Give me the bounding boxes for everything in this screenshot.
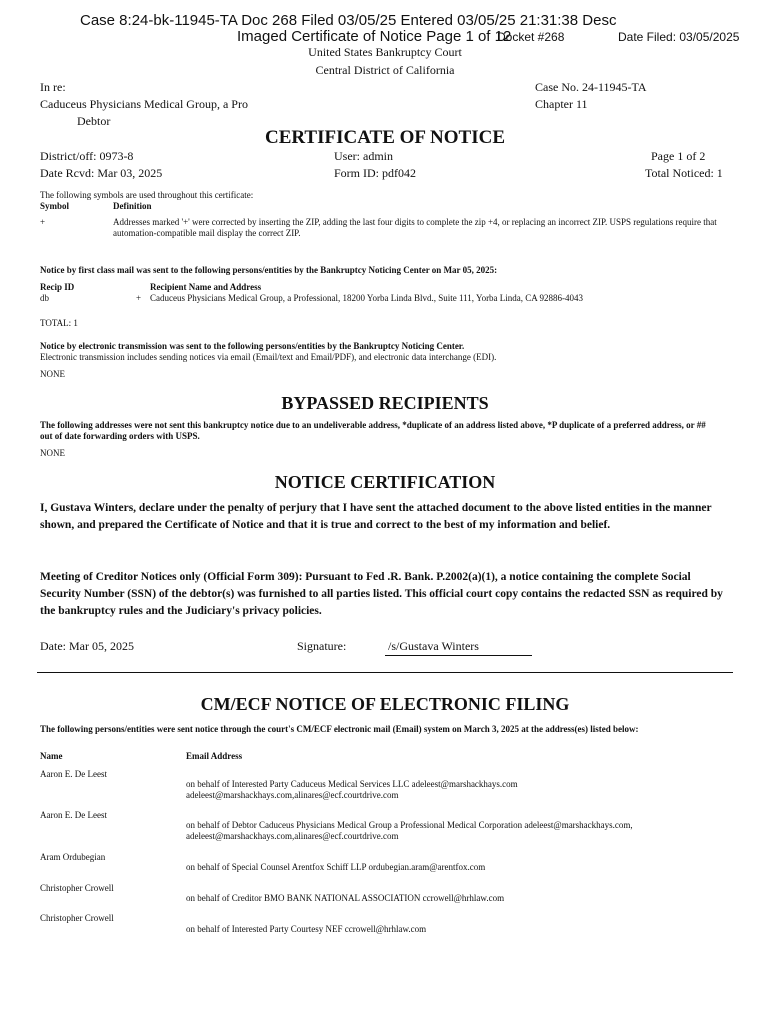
ecf-entry-name: Christopher Crowell [40,883,114,893]
ecf-entry-name: Aaron E. De Leest [40,810,107,820]
district-office: District/off: 0973-8 [40,149,134,163]
in-re-label: In re: [40,80,66,94]
symbols-intro: The following symbols are used throughout this certificate: [40,190,254,200]
definition-column-header: Definition [113,201,152,211]
chapter: Chapter 11 [535,97,588,111]
docket-number: Docket #268 [497,30,565,44]
meeting-creditor-notice: Meeting of Creditor Notices only (Official Form 309): Pursuant to Fed .R. Bank. P.2002(a)(1), a notice containing the complete Social Security Number (SSN) of the debtor(s) was furnished to all parties listed. This official court copy contains the redacted SSN as required by the bankruptcy rules and the Judiciary's privacy policies. [40,571,723,617]
user-field: User: admin [334,149,393,163]
certificate-title: CERTIFICATE OF NOTICE [264,127,506,148]
section-divider [37,672,733,673]
ecf-entry-email: on behalf of Creditor BMO BANK NATIONAL ASSOCIATION ccrowell@hrhlaw.com [186,893,505,903]
date-received: Date Rcvd: Mar 03, 2025 [40,166,163,180]
symbol-plus: + [40,217,46,227]
ecf-entry-email: on behalf of Special Counsel Arentfox Schiff LLP ordubegian.aram@arentfox.com [186,862,486,872]
filing-stamp-line2: Imaged Certificate of Notice Page 1 of 12 [237,28,512,45]
ecf-entry-email: on behalf of Interested Party Courtesy NEF ccrowell@hrhlaw.com [186,924,427,934]
court-name: United States Bankruptcy Court [308,45,462,59]
debtor-label: Debtor [77,114,111,128]
court-district: Central District of California [315,63,455,77]
bypassed-text: The following addresses were not sent this bankruptcy notice due to an undeliverable address, *duplicate of an address listed above, *P duplicate of a preferred address, or ## out of date forwarding orders with USPS. [40,420,706,441]
ecf-entry-email-cont: adeleest@marshackhays.com,alinares@ecf.courtdrive.com [186,790,399,800]
certification-declaration: I, Gustava Winters, declare under the penalty of perjury that I have sent the attached document to the above listed entities in the manner shown, and prepared the Certificate of Notice and that it is true and correct to the best of my information and belief. [40,502,712,531]
page-count: Page 1 of 2 [651,149,706,163]
electronic-none: NONE [40,369,65,379]
case-number: Case No. 24-11945-TA [535,80,647,94]
filing-stamp-line1: Case 8:24-bk-11945-TA Doc 268 Filed 03/05/25 Entered 03/05/25 21:31:38 Desc [80,12,617,29]
ecf-entry-email: on behalf of Debtor Caduceus Physicians Medical Group a Professional Medical Corporation adeleest@marshackhays.com, [186,820,633,830]
recip-id-header: Recip ID [40,282,75,292]
ecf-entry-name: Aram Ordubegian [40,852,106,862]
bypassed-none: NONE [40,448,65,458]
ecf-entry-email-cont: adeleest@marshackhays.com,alinares@ecf.courtdrive.com [186,831,399,841]
cmecf-intro: The following persons/entities were sent notice through the court's CM/ECF electronic mail (Email) system on March 3, 2025 at the address(es) listed below: [40,724,639,734]
signature-underline [385,655,532,656]
electronic-heading: Notice by electronic transmission was sent to the following persons/entities by the Bankruptcy Noticing Center. [40,341,465,351]
certification-date: Date: Mar 05, 2025 [40,639,134,653]
name-column-header: Name [40,751,63,761]
symbol-definition: Addresses marked '+' were corrected by inserting the ZIP, adding the last four digits to complete the zip +4, or replacing an incorrect ZIP. USPS regulations require that automation-compatible mail display the correct ZIP. [113,217,717,238]
debtor-name: Caduceus Physicians Medical Group, a Pro [40,97,248,111]
electronic-note: Electronic transmission includes sending notices via email (Email/text and Email/PDF), and electronic data interchange (EDI). [40,352,497,362]
bypassed-title: BYPASSED RECIPIENTS [281,393,489,413]
ecf-entry-name: Aaron E. De Leest [40,769,107,779]
recipient-address: Caduceus Physicians Medical Group, a Professional, 18200 Yorba Linda Blvd., Suite 111, Yorba Linda, CA 92886-4043 [150,293,584,303]
certification-title: NOTICE CERTIFICATION [274,472,496,492]
ecf-entry-name: Christopher Crowell [40,913,114,923]
signature-label: Signature: [297,639,347,653]
recipient-mark: + [136,293,142,303]
form-id: Form ID: pdf042 [334,166,416,180]
ecf-entry-email: on behalf of Interested Party Caduceus Medical Services LLC adeleest@marshackhays.com [186,779,518,789]
signature-value: /s/Gustava Winters [388,639,479,653]
first-class-heading: Notice by first class mail was sent to the following persons/entities by the Bankruptcy Noticing Center on Mar 05, 2025: [40,265,498,275]
date-filed: Date Filed: 03/05/2025 [618,30,740,44]
recipient-name-header: Recipient Name and Address [150,282,262,292]
cmecf-title: CM/ECF NOTICE OF ELECTRONIC FILING [200,694,570,714]
email-column-header: Email Address [186,751,243,761]
first-class-total: TOTAL: 1 [40,318,78,328]
total-noticed: Total Noticed: 1 [645,166,723,180]
recip-id: db [40,293,49,303]
symbol-column-header: Symbol [40,201,70,211]
